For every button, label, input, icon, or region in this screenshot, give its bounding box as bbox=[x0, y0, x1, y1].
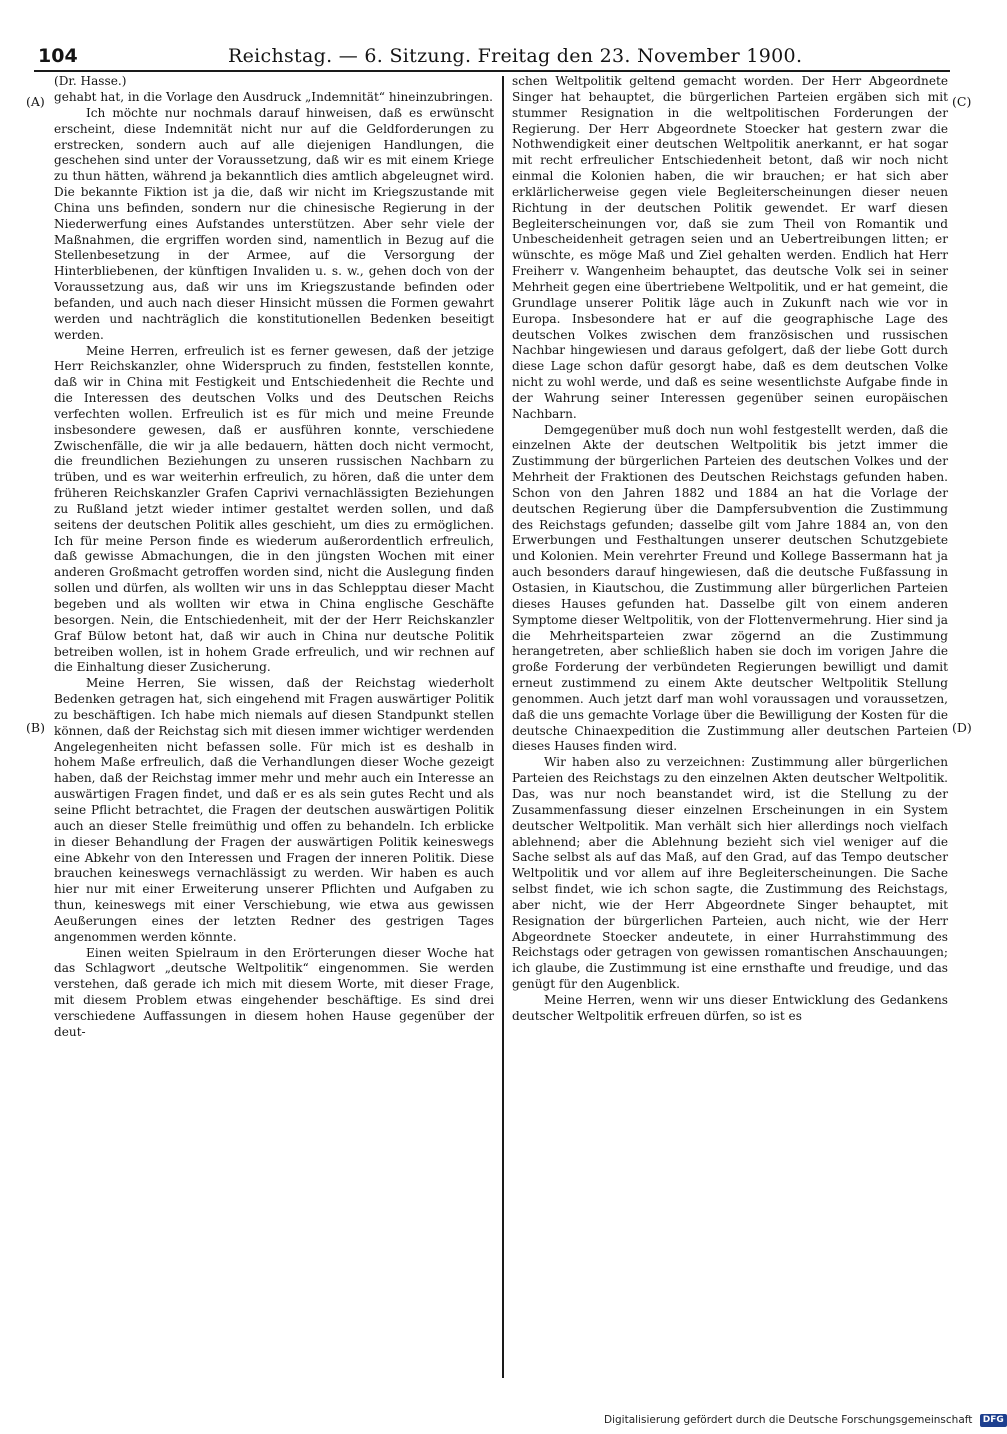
margin-marker-d: (D) bbox=[952, 720, 972, 735]
column-divider bbox=[502, 76, 504, 1378]
paragraph: schen Weltpolitik geltend gemacht worden. Der Herr Abgeordnete Singer hat behauptet, die bürgerlichen Parteien ergäben sich mit stummer Resignation in die weltpolitischen Forderungen der Regierung. Der Herr Abgeordnete Stoecker hat gestern zwar die Nothwendigkeit einer deutschen Weltpolitik anerkannt, er hat sogar mit recht erfreulicher Entschiedenheit betont, daß wir noch nicht einmal die Kolonien haben, die wir brauchen; er hat sich aber erklärlicherweise gegen viele Begleiterscheinungen dieser neuen Richtung in der deutschen Politik gewendet. Er warf diesen Begleiterscheinungen vor, daß sie zum Theil von Romantik und Unbescheidenheit getragen seien und an Uebertreibungen litten; er wünschte, es möge Maß und Ziel gehalten werden. Endlich hat Herr Freiherr v. Wangenheim behauptet, das deutsche Volk sei in seiner Mehrheit gegen eine übertriebene Weltpolitik, und er hat gemeint, die Grundlage unserer Politik läge auch in Zukunft nach wie vor in Europa. Insbesondere hat er auf die geographische Lage des deutschen Volkes zwischen dem französischen und russischen Nachbar hingewiesen und daraus gefolgert, daß der liebe Gott durch diese Lage schon dafür gesorgt habe, daß es dem deutschen Volke nicht zu wohl werde, und daß es seine wesentlichste Aufgabe finde in der Wahrung seiner Interessen gegenüber seinen europäischen Nachbarn. bbox=[512, 74, 948, 421]
paragraph: gehabt hat, in die Vorlage den Ausdruck „Indemnität“ hineinzubringen. bbox=[54, 90, 493, 104]
running-head: Reichstag. — 6. Sitzung. Freitag den 23. November 1900. bbox=[228, 45, 803, 67]
paragraph: Meine Herren, erfreulich ist es ferner gewesen, daß der jetzige Herr Reichskanzler, ohne Widerspruch zu finden, feststellen konnte, daß wir in China mit Festigkeit und Entschiedenheit die Rechte und die Interessen des deutschen Volks und des Deutschen Reichs verfechten wollen. Erfreulich ist es für mich und meine Freunde insbesondere gewesen, daß er ausführen konnte, verschiedene Zwischenfälle, die wir ja alle bedauern, hätten doch nicht vermocht, die freundlichen Beziehungen zu unseren russischen Nachbarn zu trüben, und es war weiterhin erfreulich, zu hören, daß die unter dem früheren Reichskanzler Grafen Caprivi vernachlässigten Beziehungen zu Rußland jetzt wieder intimer gestaltet werden sollen, und daß seitens der deutschen Politik alles geschieht, um dies zu ermöglichen. Ich für meine Person finde es wiederum außerordentlich erfreulich, daß gewisse Abmachungen, die in den jüngsten Wochen mit einer anderen Großmacht getroffen worden sind, nicht die Auslegung finden sollen und dürfen, als wollten wir uns in das Schlepptau dieser Macht begeben und als wollten wir etwa in China englische Geschäfte besorgen. Nein, die Entschiedenheit, mit der der Herr Reichskanzler Graf Bülow betont hat, daß wir auch in China nur deutsche Politik betreiben wollen, ist in hohem Grade erfreulich, und wir rechnen auf die Einhaltung dieser Zusicherung. bbox=[54, 343, 494, 675]
paragraph: Ich möchte nur nochmals darauf hinweisen, daß es erwünscht erscheint, diese Indemnität nicht nur auf die Geldforderungen zu erstrecken, sondern auch auf alle diejenigen Handlungen, die geschehen sind unter der Voraussetzung, daß wir es mit einem Kriege zu thun hätten, während ja bekanntlich dies amtlich abgeleugnet wird. Die bekannte Fiktion ist ja die, daß wir nicht im Kriegszustande mit China uns befinden, sondern nur die chinesische Regierung in der Niederwerfung eines Aufstandes unterstützen. Aber sehr viele der Maßnahmen, die ergriffen worden sind, namentlich in Bezug auf die Stellenbesetzung in der Armee, auf die Versorgung der Hinterbliebenen, der künftigen Invaliden u. s. w., gehen doch von der Voraussetzung aus, daß wir uns im Kriegszustande befinden oder befanden, und auch nach dieser Hinsicht müssen die Formen gewahrt werden und nachträglich die konstitutionellen Bedenken beseitigt werden. bbox=[54, 105, 494, 342]
right-column bbox=[512, 74, 948, 1376]
dfg-logo: DFG bbox=[980, 1414, 1007, 1427]
paragraph: Meine Herren, wenn wir uns dieser Entwicklung des Gedankens deutscher Weltpolitik erfreuen dürfen, so ist es bbox=[512, 992, 948, 1023]
page-header bbox=[38, 44, 948, 68]
left-column bbox=[54, 74, 494, 1376]
margin-marker-b: (B) bbox=[26, 720, 45, 735]
header-rule bbox=[34, 70, 950, 72]
paragraph: Demgegenüber muß doch nun wohl festgestellt werden, daß die einzelnen Akte der deutschen Weltpolitik bis jetzt immer die Zustimmung der bürgerlichen Parteien des deutschen Volkes und der Mehrheit der Fraktionen des Deutschen Reichstags gefunden haben. Schon von den Jahren 1882 und 1884 an hat die Vorlage der deutschen Regierung über die Dampfersubvention die Zustimmung des Reichstags gefunden; dasselbe gilt vom Jahre 1884 an, von den Erwerbungen und Festhaltungen unserer deutschen Schutzgebiete und Kolonien. Mein verehrter Freund und Kollege Bassermann hat ja auch besonders darauf hingewiesen, daß die deutsche Fußfassung in Ostasien, in Kiautschou, die Zustimmung aller bürgerlichen Parteien dieses Hauses gefunden hat. Dasselbe gilt von einem anderen Symptome dieser Weltpolitik, von der Flottenvermehrung. Hier sind ja die Mehrheitsparteien zwar zögernd an die Zustimmung herangetreten, aber schließlich haben sie doch im vorigen Jahre die große Forderung der verbündeten Regierungen bewilligt und damit erneut zustimmend zu einem Akte deutscher Weltpolitik Stellung genommen. Auch jetzt darf man wohl voraussagen und voraussetzen, daß die uns gemachte Vorlage über die Bewilligung der Kosten für die deutsche Chinaexpedition die Zustimmung aller deutschen Parteien dieses Hauses finden wird. bbox=[512, 422, 948, 754]
page-number: 104 bbox=[38, 45, 78, 67]
margin-marker-c: (C) bbox=[952, 94, 972, 109]
paragraph: Einen weiten Spielraum in den Erörterungen dieser Woche hat das Schlagwort „deutsche Weltpolitik“ eingenommen. Sie werden verstehen, daß gerade ich mich mit diesem Worte, mit dieser Frage, mit diesem Problem etwas eingehender beschäftige. Es sind drei verschiedene Auffassungen in diesem hohen Hause gegenüber der deut- bbox=[54, 945, 494, 1039]
paragraph: Meine Herren, Sie wissen, daß der Reichstag wiederholt Bedenken getragen hat, sich eingehend mit Fragen auswärtiger Politik zu beschäftigen. Ich habe mich niemals auf diesen Standpunkt stellen können, daß der Reichstag sich mit diesen immer wichtiger werdenden Angelegenheiten nicht befassen solle. Für mich ist es deshalb in hohem Maße erfreulich, daß die Verhandlungen dieser Woche gezeigt haben, daß der Reichstag immer mehr und mehr auch ein Interesse an auswärtigen Fragen findet, und daß er es als sein gutes Recht und als seine Pflicht betrachtet, die Fragen der deutschen auswärtigen Politik auch an dieser Stelle freimüthig und offen zu behandeln. Ich erblicke in dieser Behandlung der Fragen der auswärtigen Politik keineswegs eine Abkehr von den Interessen und Fragen der inneren Politik. Diese brauchen keineswegs vernachlässigt zu werden. Wir haben es auch hier nur mit einer Erweiterung unserer Pflichten und Aufgaben zu thun, keineswegs mit einer Verschiebung, wie etwa aus gewissen Aeußerungen eines der letzten Redner des gestrigen Tages angenommen werden könnte. bbox=[54, 676, 494, 944]
footer-text: Digitalisierung gefördert durch die Deutsche Forschungsgemeinschaft bbox=[604, 1414, 973, 1426]
margin-marker-a: (A) bbox=[26, 94, 45, 109]
speaker-label: (Dr. Hasse.) bbox=[54, 74, 127, 88]
paragraph: Wir haben also zu verzeichnen: Zustimmung aller bürgerlichen Parteien des Reichstags zu den einzelnen Akten deutscher Weltpolitik. Das, was nur noch beanstandet wird, ist die Stellung zu der Zusammenfassung dieser einzelnen Erscheinungen in ein System deutscher Weltpolitik. Man verhält sich hier allerdings noch vielfach ablehnend; aber die Ablehnung bezieht sich viel weniger auf die Sache selbst als auf das Maß, auf den Grad, auf das Tempo deutscher Weltpolitik und vor allem auf ihre Begleiterscheinungen. Die Sache selbst findet, wie ich schon sagte, die Zustimmung des Reichstags, aber nicht, wie der Herr Abgeordnete Singer behauptet, mit Resignation der bürgerlichen Parteien, auch nicht, wie der Herr Abgeordnete Stoecker andeutete, in einer Hurrahstimmung des Reichstags oder getragen von gewissen romantischen Anschauungen; ich glaube, die Zustimmung ist eine ernsthafte und freudige, und das genügt für den Augenblick. bbox=[512, 755, 948, 992]
digitization-footer bbox=[604, 1412, 1004, 1428]
